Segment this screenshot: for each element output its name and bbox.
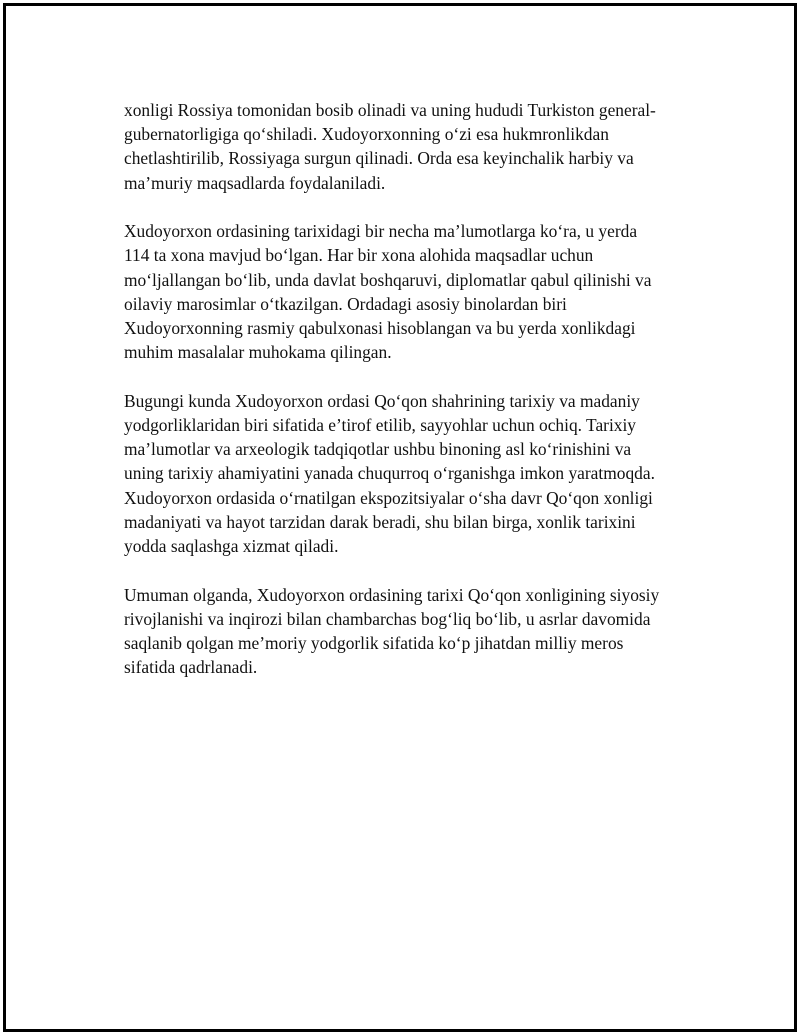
document-body (124, 98, 699, 704)
text-line: 114 ta xona mavjud bo‘lgan. Har bir xona alohida maqsadlar uchun (124, 245, 594, 266)
text-line: mo‘ljallangan bo‘lib, unda davlat boshqaruvi, diplomatlar qabul qilinishi va (124, 269, 652, 290)
text-line: Xudoyorxonning rasmiy qabulxonasi hisoblangan va bu yerda xonlikdagi (124, 318, 636, 339)
text-line: Bugungi kunda Xudoyorxon ordasi Qo‘qon shahrining tarixiy va madaniy (124, 390, 640, 411)
paragraph (124, 98, 699, 195)
text-line: rivojlanishi va inqirozi bilan chambarchas bog‘liq bo‘lib, u asrlar davomida (124, 608, 651, 629)
paragraph (124, 389, 699, 558)
text-line: uning tarixiy ahamiyatini yanada chuqurroq o‘rganishga imkon yaratmoqda. (124, 463, 655, 484)
text-line: gubernatorligiga qo‘shiladi. Xudoyorxonning o‘zi esa hukmronlikdan (124, 124, 609, 145)
paragraph (124, 219, 699, 364)
page-frame (3, 3, 797, 1032)
text-line: yodgorliklaridan biri sifatida e’tirof etilib, sayyohlar uchun ochiq. Tarixiy (124, 415, 637, 436)
text-line: Umuman olganda, Xudoyorxon ordasining tarixi Qo‘qon xonligining siyosiy (124, 584, 660, 605)
text-line: chetlashtirilib, Rossiyaga surgun qilinadi. Orda esa keyinchalik harbiy va (124, 148, 634, 169)
text-line: saqlanib qolgan me’moriy yodgorlik sifatida ko‘p jihatdan milliy meros (124, 633, 624, 654)
paragraph (124, 583, 699, 680)
text-line: sifatida qadrlanadi. (124, 657, 258, 678)
text-line: Xudoyorxon ordasida o‘rnatilgan ekspozitsiyalar o‘sha davr Qo‘qon xonligi (124, 487, 653, 508)
text-line: oilaviy marosimlar o‘tkazilgan. Ordadagi asosiy binolardan biri (124, 293, 567, 314)
text-line: ma’muriy maqsadlarda foydalaniladi. (124, 172, 386, 193)
text-line: Xudoyorxon ordasining tarixidagi bir necha ma’lumotlarga ko‘ra, u yerda (124, 221, 638, 242)
text-line: madaniyati va hayot tarzidan darak beradi, shu bilan birga, xonlik tarixini (124, 511, 636, 532)
text-line: yodda saqlashga xizmat qiladi. (124, 536, 339, 557)
text-line: xonligi Rossiya tomonidan bosib olinadi va uning hududi Turkiston general- (124, 100, 656, 120)
text-line: muhim masalalar muhokama qilingan. (124, 342, 392, 363)
text-line: ma’lumotlar va arxeologik tadqiqotlar ushbu binoning asl ko‘rinishini va (124, 439, 632, 460)
